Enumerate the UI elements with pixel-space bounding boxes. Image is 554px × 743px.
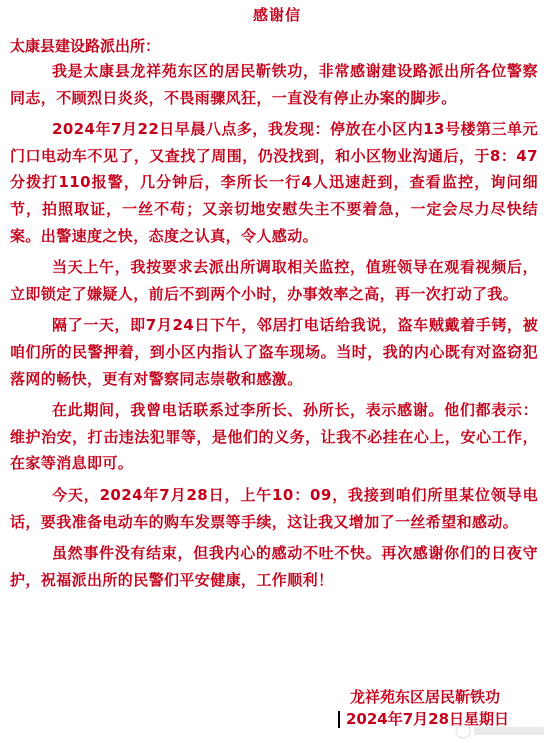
paragraph-closing: 虽然事件没有结束，但我内心的感动不吐不快。再次感谢你们的日夜守护，祝福派出所的民警们平安健康，工作顺利！: [10, 544, 538, 589]
paragraph-today: 今天，2024年7月28日，上午10：09，我接到咱们所里某位领导电话，要我准备电动车的购车发票等手续，这让我又增加了一丝希望和感动。: [10, 485, 538, 531]
watermark-logo-icon: [454, 721, 550, 741]
letter-body: [10, 58, 538, 598]
paragraph-arrest: 隔了一天，即7月24日下午，邻居打电话给我说，盗车贼戴着手铐，被咱们所的民警押着，到小区内指认了盗车现场。当时，我的内心既有对盗窃犯落网的畅快，更有对警察同志崇敬和感激。: [10, 316, 538, 388]
paragraph-incident: 2024年7月22日早晨八点多，我发现：停放在小区内13号楼第三单元门口电动车不见了，又查找了周围，仍没找到，和小区物业沟通后，于8：47分拨打110报警，几分钟后，李所长一行4人迅速赶到，查看监控，询问细节，拍照取证，一丝不苟；又亲切地安慰失主不要着急，一定会尽力尽快结案。出警速度之快，态度之认真，令人感动。: [10, 120, 538, 245]
paragraph-intro: 我是太康县龙祥苑东区的居民靳铁功，非常感谢建设路派出所各位警察同志，不顾烈日炎炎，不畏雨骤风狂，一直没有停止办案的脚步。: [10, 62, 538, 107]
paragraph-surveillance: 当天上午，我按要求去派出所调取相关监控，值班领导在观看视频后，立即锁定了嫌疑人，前后不到两个小时，办事效率之高，再一次打动了我。: [10, 258, 538, 303]
paragraph-thanks-call: 在此期间，我曾电话联系过李所长、孙所长，表示感谢。他们都表示：维护治安，打击违法犯罪等，是他们的义务，让我不必挂在心上，安心工作，在家等消息即可。: [10, 401, 538, 473]
signature-name: 龙祥苑东区居民靳铁功: [350, 688, 501, 706]
signature-date: 2024年7月28日星期日: [346, 710, 510, 728]
text-cursor-icon: [338, 711, 340, 728]
letter-title: 感谢信: [252, 6, 301, 24]
letter-salutation: 太康县建设路派出所：: [10, 37, 161, 55]
